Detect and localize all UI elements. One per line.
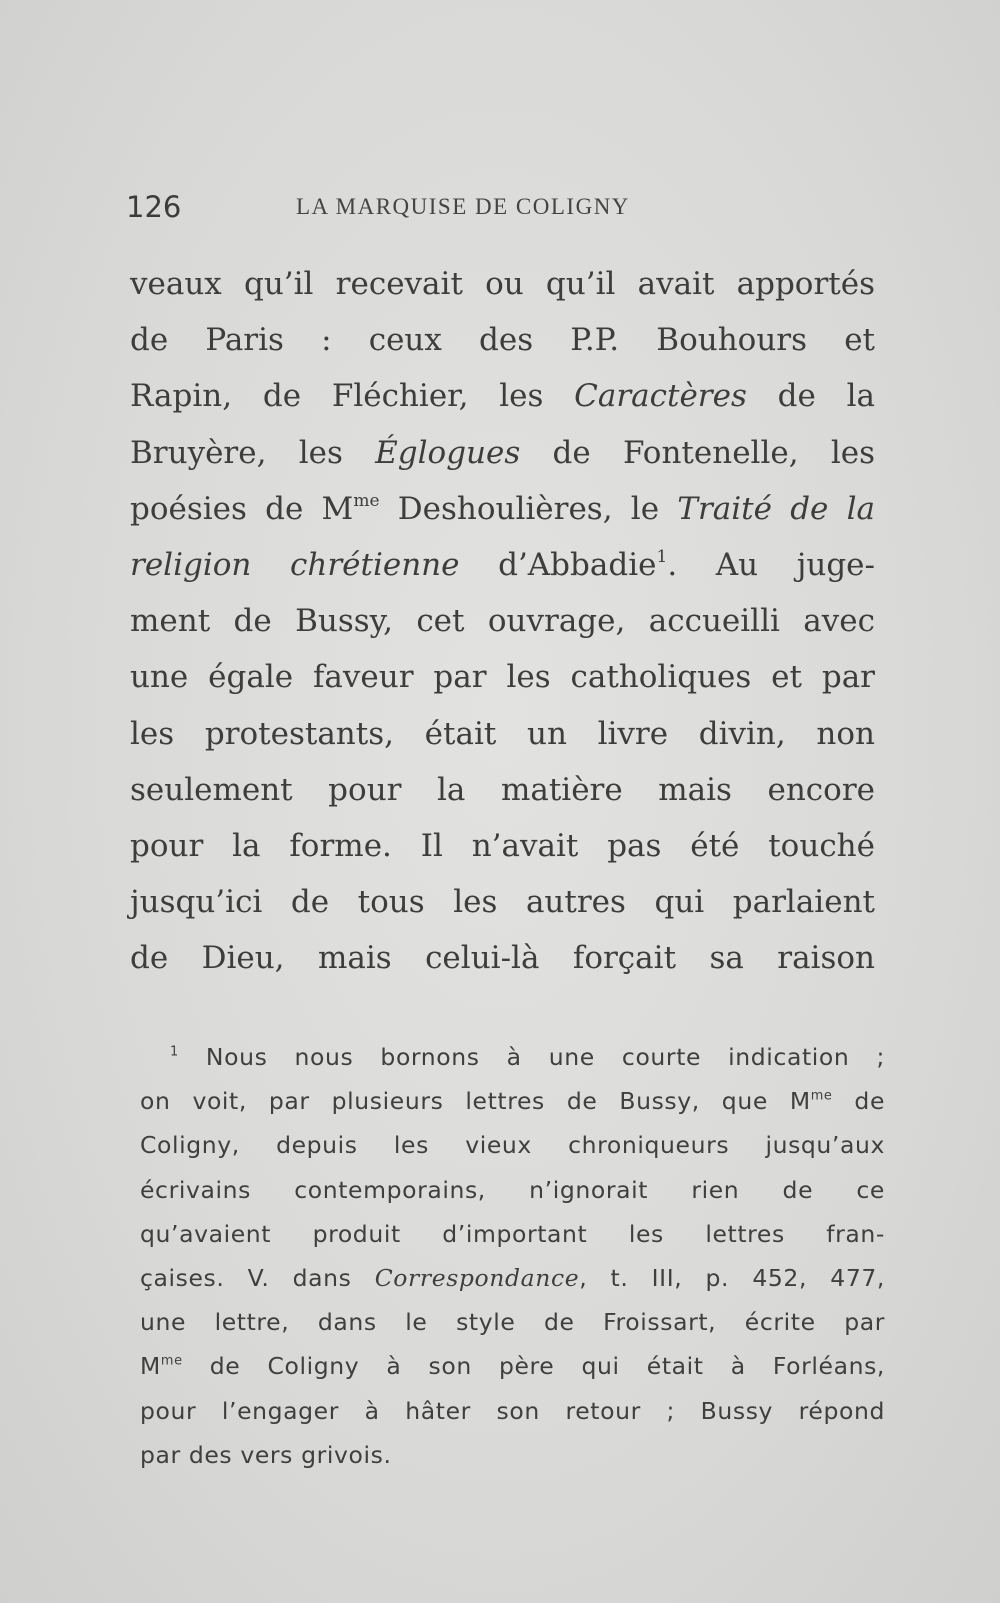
body-line: religion chrétienne d’Abbadie$^1$. Au juge- — [130, 546, 875, 583]
footnote-line: $^1$ Nous nous bornons à une courte indication ; — [170, 1043, 885, 1071]
page-number: 126 — [126, 190, 182, 224]
footnote-line: écrivains contemporains, n’ignorait rien de ce — [140, 1175, 885, 1204]
footnote-marker: 1 — [170, 1044, 179, 1060]
body-line: les protestants, était un livre divin, non — [130, 715, 875, 752]
work-title-traite: Traité de la — [677, 490, 875, 527]
running-title: LA MARQUISE DE COLIGNY — [296, 194, 630, 219]
body-line: veaux qu’il recevait ou qu’il avait apportés — [130, 266, 875, 302]
footnote-reference: 1 — [656, 547, 668, 568]
footnote-line: pour l’engager à hâter son retour ; Bussy répond — [140, 1396, 885, 1425]
body-line: de Paris : ceux des P.P. Bouhours et — [130, 322, 875, 359]
footnote-line: qu’avaient produit d’important les lettres fran- — [140, 1219, 885, 1248]
body-line: pour la forme. Il n’avait pas été touché — [130, 827, 875, 864]
page-header — [126, 190, 886, 230]
body-line: une égale faveur par les catholiques et par — [130, 659, 875, 696]
body-line: ment de Bussy, cet ouvrage, accueilli avec — [130, 603, 875, 640]
body-line: jusqu’ici de tous les autres qui parlaient — [130, 884, 875, 921]
footnote-line: Coligny, depuis les vieux chroniqueurs jusqu’aux — [140, 1131, 885, 1160]
footnote-line: on voit, par plusieurs lettres de Bussy, que $M^{me}$ de — [140, 1087, 885, 1116]
body-line: de Dieu, mais celui-là forçait sa raison — [130, 940, 875, 977]
footnote-line: une lettre, dans le style de Froissart, écrite par — [140, 1308, 885, 1337]
body-text — [130, 256, 875, 986]
footnote-line: $M^{me}$ de Coligny à son père qui était à Forléans, — [140, 1352, 885, 1381]
body-line: seulement pour la matière mais encore — [130, 771, 875, 808]
work-title-caracteres: Caractères — [574, 378, 747, 415]
footnote-line: par des vers grivois. — [140, 1440, 392, 1469]
body-line: poésies de $M^{me}$ Deshoulières, le Traité de la — [130, 490, 875, 527]
work-title-correspondance: Correspondance — [374, 1263, 580, 1292]
footnote-line: çaises. V. dans Correspondance, t. III, p. 452, 477, — [140, 1263, 885, 1292]
work-title-religion: religion chrétienne — [130, 546, 460, 583]
work-title-eglogues: Églogues — [375, 434, 521, 471]
footnote — [140, 1035, 885, 1477]
body-line: Bruyère, les Églogues de Fontenelle, les — [130, 434, 875, 471]
body-line: Rapin, de Fléchier, les Caractères de la — [130, 378, 875, 415]
